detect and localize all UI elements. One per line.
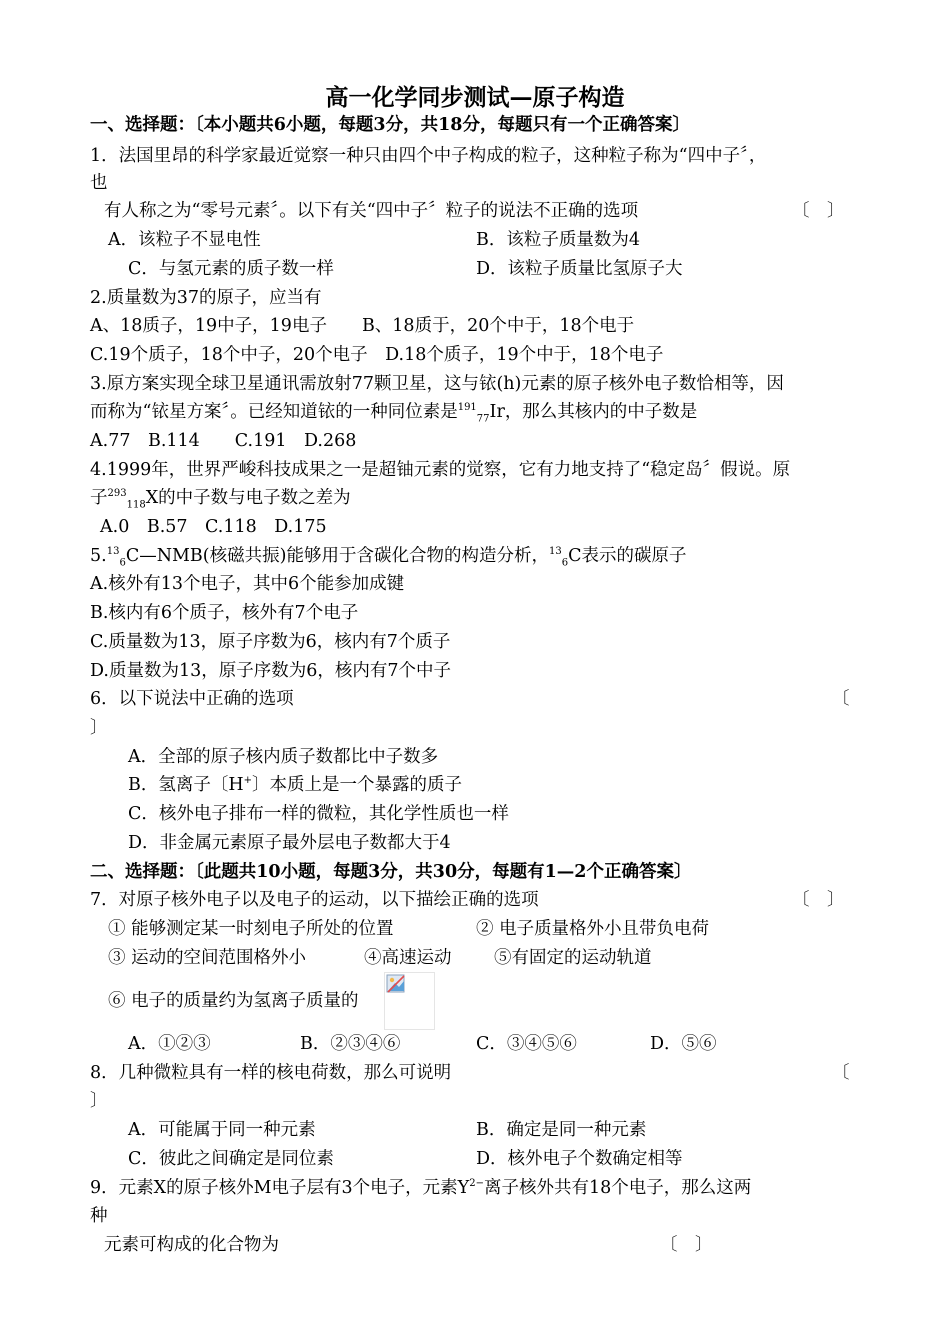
- q6-option-b: [128, 774, 462, 796]
- q9-ion-charge: 2−: [469, 1178, 484, 1190]
- q1-option-a: A．该粒子不显电性: [108, 230, 261, 250]
- q7-item-5: ⑤有固定的运动轨道: [494, 948, 652, 968]
- q7-item-3: ③ 运动的空间范围格外小: [108, 948, 307, 968]
- q9-answer-paren: 〔 〕: [660, 1235, 713, 1255]
- q7-option-c: C．③④⑤⑥: [476, 1034, 577, 1054]
- q3-isotope-number: 77: [476, 413, 490, 425]
- q6-option-b-tail: 〕本质上是一个暴露的质子: [252, 775, 463, 795]
- q4-stem-text: 子: [90, 488, 108, 508]
- q5-stem-tail: 表示的碳原子: [581, 546, 687, 566]
- q5-isotope-symbol: C: [125, 546, 140, 566]
- q6-answer-paren-close: 〕: [90, 718, 108, 738]
- q6-stem: 6．以下说法中正确的选项: [90, 689, 294, 709]
- q8-answer-paren-close: 〕: [90, 1091, 108, 1111]
- q4-stem-line1: 4.1999年，世界严峻科技成果之一是超铀元素的觉察，它有力地支持了“稳定岛〞假说。原: [90, 460, 791, 480]
- q8-option-d: D．核外电子个数确定相等: [476, 1149, 683, 1169]
- q2-options-row1: A、18质子，19中子，19电子 B、18质于，20个中于，18个电于: [90, 316, 635, 336]
- q5-stem: [90, 545, 686, 567]
- q5-isotope-mass: 13: [106, 546, 120, 558]
- q9-stem-tail: 离子核外共有18个电子，那么这两: [483, 1178, 752, 1198]
- q2-options-row2: C.19个质子，18个中子，20个电子 D.18个质子，19个中于，18个电子: [90, 345, 664, 365]
- page-title: 高一化学同步测试—原子构造: [325, 84, 625, 111]
- q5-option-b: B.核内有6个质子，核外有7个电子: [90, 603, 359, 623]
- q1-option-d: D．该粒子质量比氢原子大: [476, 259, 683, 279]
- q7-stem: 7．对原子核外电子以及电子的运动，以下描绘正确的选项: [90, 890, 539, 910]
- q6-option-b-text: B．氢离子〔H: [128, 775, 244, 795]
- q8-answer-paren-open: 〔: [832, 1063, 850, 1083]
- q6-option-c: C．核外电子排布一样的微粒，其化学性质也一样: [128, 804, 509, 824]
- q4-stem-line2: [90, 487, 351, 509]
- q9-stem-line2: 种: [90, 1206, 108, 1226]
- q3-isotope-symbol: Ir: [489, 402, 505, 422]
- q6-option-b-charge: +: [243, 775, 253, 787]
- q9-stem-text: 9．元素X的原子核外M电子层有3个电子，元素Y: [90, 1178, 470, 1198]
- q6-option-d: D．非金属元素原子最外层电子数都大于4: [128, 833, 451, 853]
- q3-stem-tail: ，那么其核内的中子数是: [504, 402, 698, 422]
- q5-isotope2-symbol: C: [568, 546, 582, 566]
- q7-option-a: A．①②③: [128, 1034, 211, 1054]
- broken-image-placeholder: [384, 972, 435, 1030]
- q3-stem-line2: [90, 401, 697, 423]
- q5-isotope-number: 6: [119, 557, 126, 569]
- q4-isotope-number: 118: [126, 499, 146, 511]
- q7-answer-paren: 〔 〕: [792, 890, 845, 910]
- q7-option-d: D．⑤⑥: [650, 1034, 717, 1054]
- q4-isotope-mass: 293: [107, 488, 127, 500]
- q2-stem: 2.质量数为37的原子，应当有: [90, 288, 322, 308]
- q1-stem-line1: 1．法国里昂的科学家最近觉察一种只由四个中子构成的粒子，这种粒子称为“四中子〞，: [90, 146, 767, 166]
- q1-stem-line2: 也: [90, 173, 108, 193]
- q5-isotope2-number: 6: [561, 557, 569, 569]
- q7-item-6: ⑥ 电子的质量约为氢离子质量的: [108, 991, 359, 1011]
- broken-image-icon: [386, 974, 406, 994]
- q7-item-1: ① 能够测定某一时刻电子所处的位置: [108, 919, 394, 939]
- q8-option-c: C．彼此之间确定是同位素: [128, 1149, 334, 1169]
- q8-option-b: B．确定是同一种元素: [476, 1120, 647, 1140]
- q6-option-a: A．全部的原子核内质子数都比中子数多: [128, 747, 439, 767]
- section-2-header: 二、选择题：〔此题共10小题，每题3分，共30分，每题有1—2个正确答案〕: [90, 862, 692, 882]
- q4-isotope-symbol: X: [145, 488, 159, 508]
- q3-stem-line1: 3.原方案实现全球卫星通讯需放射77颗卫星，这与铱(h)元素的原子核外电子数恰相等，因: [90, 374, 784, 394]
- section-1-header: 一、选择题：〔本小题共6小题，每题3分，共18分，每题只有一个正确答案〕: [90, 115, 690, 135]
- q7-item-2: ② 电子质量格外小且带负电荷: [476, 919, 710, 939]
- q6-answer-paren-open: 〔: [832, 689, 850, 709]
- q1-stem-line3: 有人称之为“零号元素〞。以下有关“四中子〞粒子的说法不正确的选项: [104, 201, 639, 221]
- q5-option-d: D.质量数为13，原子序数为6，核内有7个中子: [90, 661, 452, 681]
- q7-option-b: B．②③④⑥: [300, 1034, 401, 1054]
- q5-number: 5.: [90, 546, 107, 566]
- q5-isotope2-mass: 13: [548, 546, 562, 558]
- q1-option-b: B．该粒子质量数为4: [476, 230, 640, 250]
- q3-isotope-mass: 191: [457, 402, 477, 414]
- q5-stem-text: —NMB(核磁共振)能够用于含碳化合物的构造分析，: [139, 546, 549, 566]
- q9-stem-line1: [90, 1177, 751, 1199]
- q8-option-a: A．可能属于同一种元素: [128, 1120, 316, 1140]
- q8-stem: 8．几种微粒具有一样的核电荷数，那么可说明: [90, 1063, 452, 1083]
- q3-options: A.77 B.114 C.191 D.268: [90, 431, 357, 451]
- q4-options: A.0 B.57 C.118 D.175: [100, 517, 327, 537]
- q5-option-c: C.质量数为13，原子序数为6，核内有7个质子: [90, 632, 451, 652]
- q1-answer-paren: 〔 〕: [792, 201, 845, 221]
- q7-item-4: ④高速运动: [364, 948, 452, 968]
- q4-stem-tail: 的中子数与电子数之差为: [158, 488, 351, 508]
- q5-option-a: A.核外有13个电子，其中6个能参加成键: [90, 574, 405, 594]
- q9-stem-line3: 元素可构成的化合物为: [104, 1235, 279, 1255]
- q3-stem-text: 而称为“铱星方案〞。已经知道铱的一种同位素是: [90, 402, 458, 422]
- q1-option-c: C．与氢元素的质子数一样: [128, 259, 334, 279]
